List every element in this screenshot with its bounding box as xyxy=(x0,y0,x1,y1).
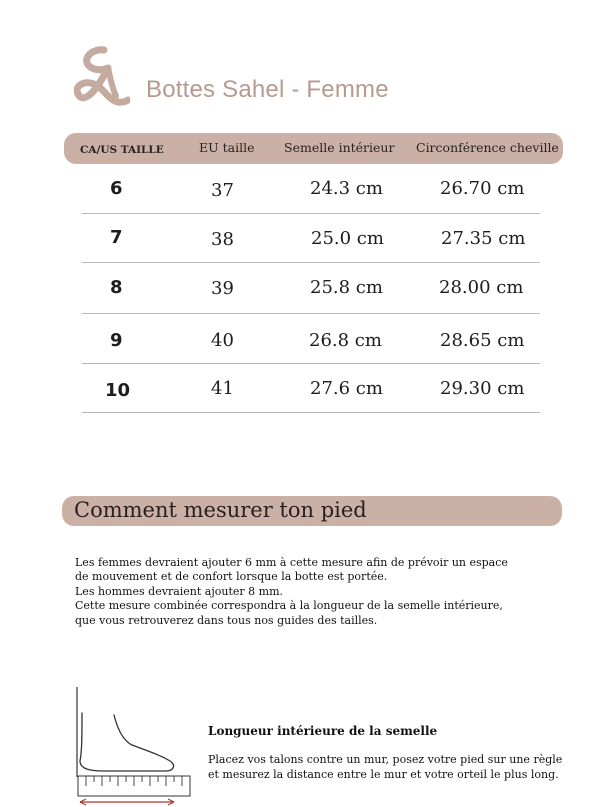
measure-line: Placez vos talons contre un mur, posez votre pied sur une règle xyxy=(208,753,563,766)
page-title: Bottes Sahel - Femme xyxy=(146,76,389,103)
instruction-line: de mouvement et de confort lorsque la botte est portée. xyxy=(75,570,388,584)
brand-logo-icon xyxy=(74,44,130,108)
row-divider xyxy=(82,363,540,364)
measure-text xyxy=(208,752,562,782)
cell-insole: 27.6 cm xyxy=(310,378,383,399)
cell-ankle: 28.65 cm xyxy=(440,330,525,351)
cell-eu: 41 xyxy=(211,378,234,399)
cell-insole: 25.8 cm xyxy=(310,277,383,298)
cell-ankle: 26.70 cm xyxy=(440,178,525,199)
measure-title: Longueur intérieure de la semelle xyxy=(208,724,438,738)
cell-ankle: 28.00 cm xyxy=(439,277,524,298)
measure-line: et mesurez la distance entre le mur et votre orteil le plus long. xyxy=(208,768,559,781)
cell-insole: 24.3 cm xyxy=(310,178,383,199)
col-header-eu: EU taille xyxy=(199,140,255,155)
cell-size: 9 xyxy=(110,330,123,351)
instruction-line: Les hommes devraient ajouter 8 mm. xyxy=(75,584,284,598)
cell-size: 10 xyxy=(105,380,131,401)
cell-eu: 40 xyxy=(211,330,234,351)
cell-eu: 39 xyxy=(211,278,234,299)
cell-eu: 37 xyxy=(211,180,234,201)
row-divider xyxy=(82,313,540,314)
row-divider xyxy=(82,262,540,263)
cell-insole: 26.8 cm xyxy=(309,330,382,351)
instruction-line: Les femmes devraient ajouter 6 mm à cette mesure afin de prévoir un espace xyxy=(75,556,508,569)
cell-size: 7 xyxy=(110,227,123,248)
cell-size: 8 xyxy=(110,277,123,298)
cell-size: 6 xyxy=(110,178,123,199)
col-header-insole: Semelle intérieur xyxy=(284,140,395,155)
col-header-size: CA/US TAILLE xyxy=(80,144,164,156)
foot-on-ruler-icon xyxy=(70,685,196,807)
cell-ankle: 29.30 cm xyxy=(440,378,525,399)
instruction-line: que vous retrouverez dans tous nos guides des tailles. xyxy=(75,613,378,627)
col-header-ankle: Circonférence cheville xyxy=(416,140,559,155)
cell-ankle: 27.35 cm xyxy=(441,228,526,249)
cell-eu: 38 xyxy=(211,229,234,250)
row-divider xyxy=(82,213,540,214)
section-title: Comment mesurer ton pied xyxy=(74,498,367,522)
instructions-paragraph xyxy=(75,556,508,628)
cell-insole: 25.0 cm xyxy=(311,228,384,249)
instruction-line: Cette mesure combinée correspondra à la longueur de la semelle intérieure, xyxy=(75,599,503,613)
row-divider xyxy=(82,412,540,413)
